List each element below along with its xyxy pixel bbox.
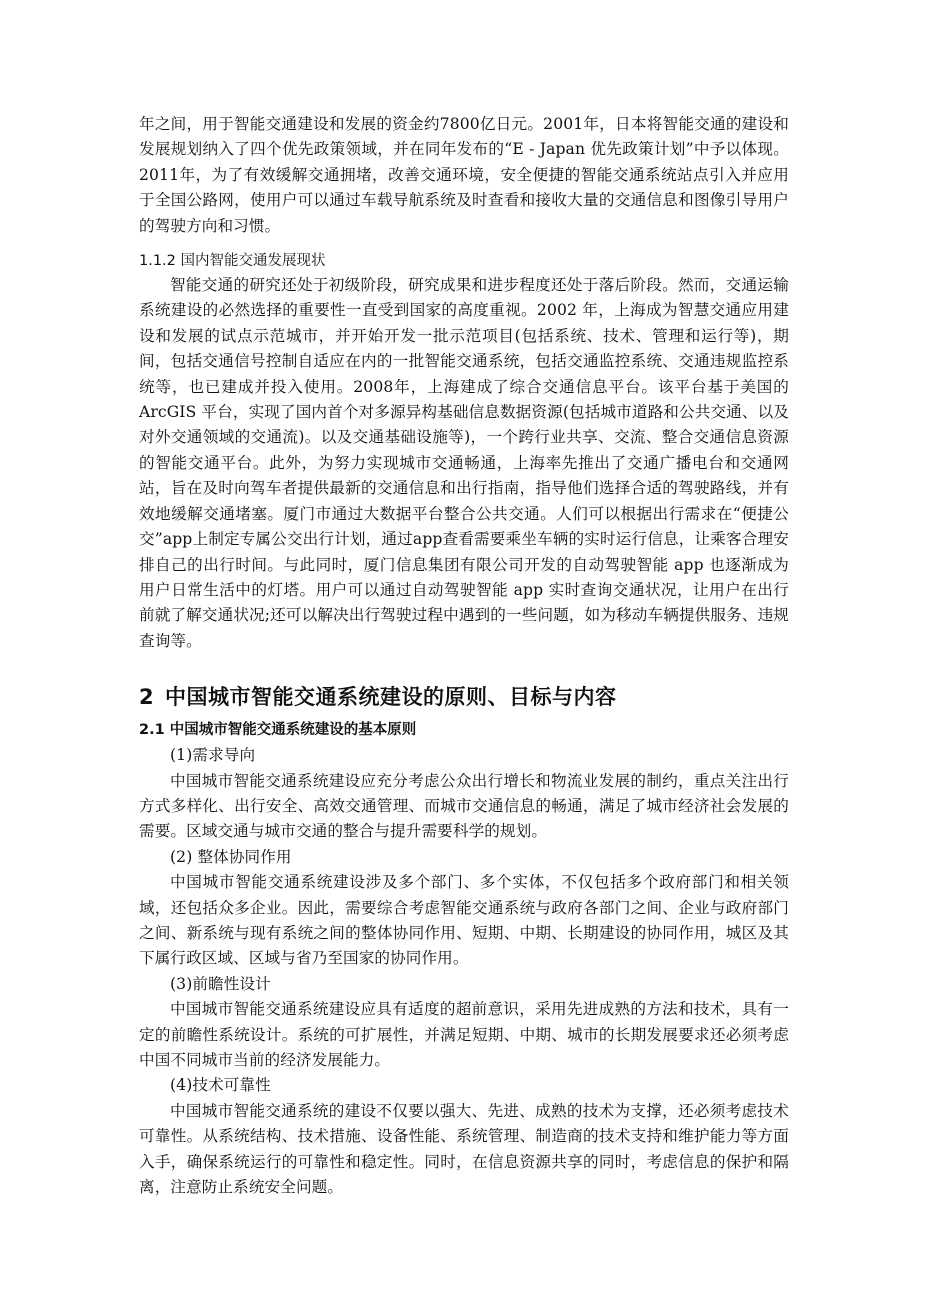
- chapter-number: 2: [139, 685, 155, 710]
- principle-body-2: 中国城市智能交通系统建设涉及多个部门、多个实体，不仅包括多个政府部门和相关领域，还包括众多企业。因此，需要综合考虑智能交通系统与政府各部门之间、企业与政府部门之间、新系统与现有系统之间的整体协同作用、短期、中期、长期建设的协同作用，城区及其下属行政区域、区域与省乃至国家的协同作用。: [139, 873, 789, 968]
- chapter-heading: [139, 681, 789, 713]
- principle-label-1: (1)需求导向: [170, 746, 256, 765]
- chapter-title: 中国城市智能交通系统建设的原则、目标与内容: [165, 685, 617, 710]
- document-page: [139, 112, 789, 1200]
- principle-body-3: 中国城市智能交通系统建设应具有适度的超前意识，采用先进成熟的方法和技术，具有一定的前瞻性系统设计。系统的可扩展性，并满足短期、中期、城市的长期发展要求还必须考虑中国不同城市当前的经济发展能力。: [139, 1000, 789, 1069]
- section-heading-2-1: 2.1 中国城市智能交通系统建设的基本原则: [139, 722, 417, 739]
- principle-body-4: 中国城市智能交通系统的建设不仅要以强大、先进、成熟的技术为支撑，还必须考虑技术可靠性。从系统结构、技术措施、设备性能、系统管理、制造商的技术支持和维护能力等方面入手，确保系统运行的可靠性和稳定性。同时，在信息资源共享的同时，考虑信息的保护和隔离，注意防止系统安全问题。: [139, 1101, 789, 1197]
- principle-label-2: (2) 整体协同作用: [170, 847, 292, 866]
- intro-paragraph: 年之间，用于智能交通建设和发展的资金约7800亿日元。2001年，日本将智能交通的建设和发展规划纳入了四个优先政策领域，并在同年发布的“E - Japan 优先政策计划”中予以体现。2011年，为了有效缓解交通拥堵，改善交通环境，安全便捷的智能交通系统站点引入并应用于全国公路网，使用户可以通过车载导航系统及时查看和接收大量的交通信息和图像引导用户的驾驶方向和习惯。: [139, 115, 789, 235]
- principle-body-1: 中国城市智能交通系统建设应充分考虑公众出行增长和物流业发展的制约，重点关注出行方式多样化、出行安全、高效交通管理、而城市交通信息的畅通，满足了城市经济社会发展的需要。区域交通与城市交通的整合与提升需要科学的规划。: [139, 771, 789, 841]
- principle-label-3: (3)前瞻性设计: [170, 974, 271, 993]
- section-heading-1-1-2: 1.1.2 国内智能交通发展现状: [139, 253, 326, 270]
- section-1-1-2-body: 智能交通的研究还处于初级阶段，研究成果和进步程度还处于落后阶段。然而，交通运输系统建设的必然选择的重要性一直受到国家的高度重视。2002 年，上海成为智慧交通应用建设和发展的试点示范城市，并开始开发一批示范项目(包括系统、技术、管理和运行等)，期间，包括交通信号控制自适应在内的一批智能交通系统，包括交通监控系统、交通违规监控系统等，也已建成并投入使用。2008年，上海建成了综合交通信息平台。该平台基于美国的 ArcGIS 平台，实现了国内首个对多源异构基础信息数据资源(包括城市道路和公共交通、以及对外交通领域的交通流)。以及交通基础设施等)，一个跨行业共享、交流、整合交通信息资源的智能交通平台。此外，为努力实现城市交通畅通，上海率先推出了交通广播电台和交通网站，旨在及时向驾车者提供最新的交通信息和出行指南，指导他们选择合适的驾驶路线，并有效地缓解交通堵塞。厦门市通过大数据平台整合公共交通。人们可以根据出行需求在“便捷公交”app上制定专属公交出行计划，通过app查看需要乘坐车辆的实时运行信息，让乘客合理安排自己的出行时间。与此同时，厦门信息集团有限公司开发的自动驾驶智能 app 也逐渐成为用户日常生活中的灯塔。用户可以通过自动驾驶智能 app 实时查询交通状况，让用户在出行前就了解交通状况;还可以解决出行驾驶过程中遇到的一些问题，如为移动车辆提供服务、违规查询等。: [139, 276, 789, 650]
- principle-label-4: (4)技术可靠性: [170, 1076, 271, 1095]
- spacer: [139, 239, 789, 249]
- spacer: [139, 654, 789, 681]
